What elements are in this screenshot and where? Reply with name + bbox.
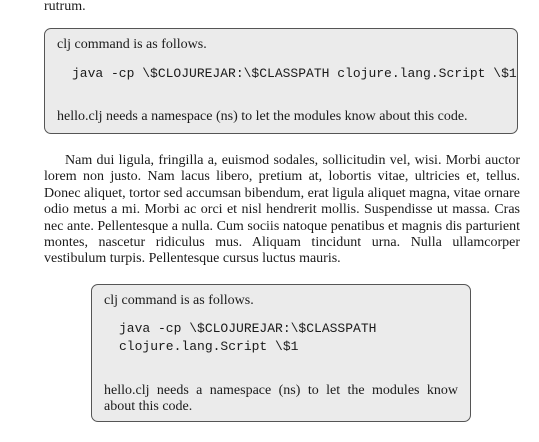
note-line: hello.clj needs a namespace (ns) to let the modules know — [104, 383, 458, 398]
code-box-intro: clj command is as follows. — [57, 37, 207, 52]
code-box-narrow — [91, 284, 471, 422]
code-box-wide — [44, 28, 518, 134]
code-command: java -cp \$CLOJUREJAR:\$CLASSPATH clojure.lang.Script \$1 — [72, 66, 517, 81]
code-box-note — [104, 383, 458, 415]
text-fragment: rutrum. — [44, 0, 86, 14]
code-line: java -cp \$CLOJUREJAR:\$CLASSPATH — [119, 321, 377, 336]
code-command — [119, 320, 376, 356]
code-box-note: hello.clj needs a namespace (ns) to let the modules know about this code. — [57, 109, 468, 124]
note-line: about this code. — [104, 399, 193, 414]
code-line: clojure.lang.Script \$1 — [119, 339, 299, 354]
code-box-intro: clj command is as follows. — [104, 293, 254, 308]
body-paragraph: Nam dui ligula, fringilla a, euismod sodales, sollicitudin vel, wisi. Morbi auctor lorem non justo. Nam lacus libero, pretium at, lobortis vitae, ultricies et, tellus. Donec aliquet, tortor sed accumsan bibendum, erat ligula aliquet magna, vitae ornare odio metus a mi. Morbi ac orci et nisl hendrerit mollis. Suspendisse ut massa. Cras nec ante. Pellentesque a nulla. Cum sociis natoque penatibus et magnis dis parturient montes, nascetur ridiculus mus. Aliquam tincidunt urna. Nulla ullamcorper vestibulum turpis. Pellentesque cursus luctus mauris. — [44, 153, 520, 267]
